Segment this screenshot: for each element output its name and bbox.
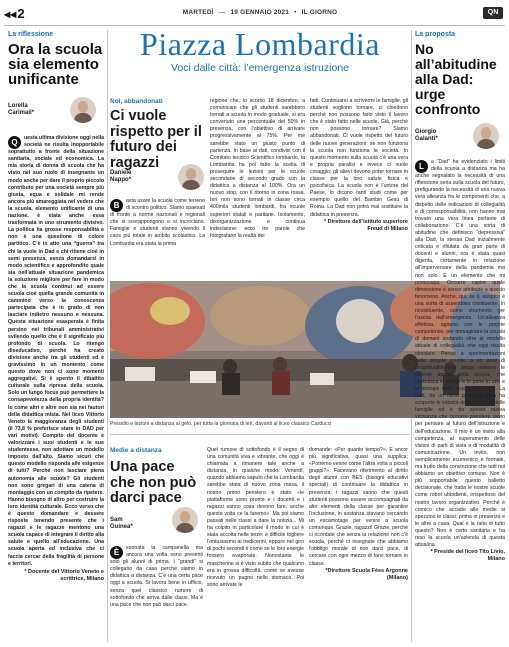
masthead bbox=[110, 27, 410, 74]
left-body: Q uesta ultima divisione oggi nella società ne risulta inopportabile soprattutto a fronte della situazione sanitaria, sociale ed economica. La mia storia di donna di scuola che ha visto nel suo ruolo di insegnante un modo anche per dare il proprio piccolo contributo per una società sempre più giusta, equa e solidale mi rende ancora più amareggiata nel vedere che la scuola, elemento unificante di una nazione, è stata anche essa trasformata in uno strumento divisivo. La politica ha grosse responsabilità e non è una questione di colore partitico. C’è in atto una “guerra” tra chi la vuole in Dad e chi ritiene cioè in semi presenza, senza domandarsi in modo scientifico e approfondito quale sia nell’attuale situazione pandemica la soluzione migliore per fare in modo che la scuola continui ad essere scuola cioè quella grande comunità in cammino verso la conoscenza partecipata che è in grado di non lasciare indietro nessuno e nessuna. Questa situazione esasperata è finita persino nei tribunali amministrativi svilendo quello che è il significato più profondo di scuola. Lo ritengo diseducativo, perché ha creato divisione anche tra gli studenti ed è gravissimo in un momento come questo dove non ci sono momenti aggregativi. Si è spento il dibattito culturale sulla ripresa della scuola. Solo un lungo focus può permettere la consapevolezza della propria identità? lo come altri e altre non sia nei fautori della didattica mista. Nel liceo Vittorio Veneto la maggioranza degli studenti (il 73,8 % preferisce stare in DAD per vari motivi). Compito del docente è valorizzare i suoi studenti e le sue studentesse, non adottare un modello imposto dall’alto. Siamo sicuri che questo modello risponda alle esigenze di tutti? Perché non lasciare piena autonomia alle scuole? Gli studenti non sono gregari di una catena di montaggio con un compito da ripetere. Hanno bisogno di altro per costruire la loro identità culturale. Ecco verso che è questo domandare e dessere risposte tenendo presente che i ragazzi e le ragazze mentono una scuola capace di integrare il diritto alla salute e quello all’educazione. Una scuola aperta ed inclusiva che ci faccia cercar della fragilità di persone e territori. bbox=[8, 135, 104, 567]
article-bottom bbox=[110, 447, 410, 643]
photo-caption: Presidio e lezioni a distanza al gelo, per tutta la giornata di ieri, davanti al liceo classico Carducci bbox=[110, 421, 332, 427]
left-column bbox=[8, 31, 104, 583]
page-number: ◀◀2 bbox=[4, 6, 25, 21]
article-bottom-col3: domande: «Per quanto tempo?», E ancor più significativa, quasi una supplica: «Potremo venire come l’altra volta a piccoli gruppi?». Facevano riferimento al diritto degli alunni con BES (bisogni educativi speciali) di continuare la didattica in presenza: i ragazzi sanno che questi studenti possono essere accompagnati da altri elementi della classe per garantire l’inclusione, in sostanza stavano cercando un escamotage per venire a scuola comunque. Grazie, ragazzi! Grazie, perché ci ricordate che senza la relazione non c’è scuola, perché ci insegnate che abbiamo l’obbligo morale di non darci pace, di cercare con ogni mezzo di farvi tornare in classe. *Direttore Scuola Fées Argonne (Milano) bbox=[309, 447, 408, 581]
left-author-name: Lorella Carimali* bbox=[8, 103, 35, 116]
article-top-col2: regione che, lo scorso 18 dicembre, a comunicare che gli studenti sarebbero tornati a scuola in modo graduale, si era convenuto una percentuale del 50% in presenza, con l’obiettivo di arrivare progressivamente al 75%. Per me sarebbe stato un giusto punto di partenza. In base ai dati, condivisi con il Comitato tecnico Scientifico lombardo, la Lombardia ha poi fatto la scelta di prosequire le lezioni per le scuole secondarie di secondo grado con la didattica a distanza al 100%. Ora un nuovo stop, con il ritorno in zona rossa. Ieri non sono tornati in classe circa 400mila studenti lombardi, fra scuole superiori statali e paritarie. Isolamento, disorganizzazione e continua indecisione: ecco tre parole che fotografano la realtà dei bbox=[210, 98, 305, 239]
page-header bbox=[0, 4, 509, 24]
dropcap-e: È bbox=[110, 546, 123, 559]
article-bottom-col1: È suonata la campanella ma ancora una volta sono presenti solo gli alunni di prima. I “grandi” si collegano da casa perché siamo in didattica a distanza. C’è una certa pace oggi a scuola. Si lavora bene in ufficio, senza quel classico rumore di sottofondo che arriva dalle classi. Ma è una pace che non può darci pace. bbox=[110, 545, 203, 608]
right-author bbox=[415, 123, 505, 153]
article-bottom-byline: Sam Guinea* bbox=[110, 517, 133, 530]
paper-name: IL GIORNO bbox=[301, 9, 338, 16]
masthead-title: Piazza Lombardia bbox=[140, 26, 380, 62]
article-top bbox=[110, 98, 410, 278]
article-bottom-kicker: Medie a distanza bbox=[110, 447, 162, 454]
left-headline: Ora la scuola sia elemento unificante bbox=[8, 41, 103, 88]
date-line: MARTEDÌ — 19 GENNAIO 2021 • IL GIORNO bbox=[182, 9, 338, 16]
article-bottom-col2: Quel rumore di sottofondo è il segno di una comunità viva e vibrante, che oggi è chiamata a rimanere tale anche a distanza, in qualche modo. Venerdì, quando abbiamo saputo che la Lombardia sarebbe stata di nuovo zona rossa, il nostro primo pensiero è stato «le piattaforme sono pronte e i docenti e i ragazzi sanno cosa devono fare, anche questa volta ce la faremo». Ma poi siamo passati nelle classi a dare la notizia... Mi ha colpito in particolare il modo in cui è stata accolta nelle terze: è difficile togliere l’entusiasmo ai tredicenni, eppure nel giro di pochi secondi è come se le loro energie fossero evaporate. Nonostante le mascherine si è visto subito che qualcuno era in grossa difficoltà, come se avesse ricevuto un pugno nello stomaco. Poi sono arrivate le bbox=[207, 447, 304, 588]
section-divider bbox=[110, 434, 410, 435]
right-headline: No all’abitudine alla Dad: urge confronto bbox=[415, 41, 497, 117]
column-divider bbox=[107, 30, 108, 642]
qn-logo: QN bbox=[483, 7, 503, 19]
avatar bbox=[473, 123, 499, 149]
article-top-col1: B asta usare la scuola come terreno di scontro politico. Siamo spaesati di fronte a norme nazionali e regionali che si sovrappongono e si incrociano. Famiglie e studenti stanno vivendo il caos più totale in ambito scolastico. La Lombardia era stata la prima bbox=[110, 198, 205, 247]
avatar bbox=[172, 507, 198, 533]
right-section-label: La proposta bbox=[415, 31, 456, 38]
weekday: MARTEDÌ bbox=[182, 9, 214, 16]
left-arrow-icon: ◀◀ bbox=[4, 10, 17, 20]
right-author-name: Giorgio Galanti* bbox=[415, 129, 438, 142]
left-section-label: La riflessione bbox=[8, 31, 54, 38]
dropcap-q: Q bbox=[8, 136, 21, 149]
avatar bbox=[70, 97, 96, 123]
article-top-byline: Daniele Nappo* bbox=[110, 170, 132, 183]
avatar bbox=[178, 164, 204, 190]
right-column bbox=[415, 31, 505, 563]
masthead-subtitle: Voci dalle città: l’emergenza istruzione bbox=[170, 62, 349, 74]
date: 19 GENNAIO 2021 bbox=[230, 9, 290, 16]
article-top-col3: fatti. Continuano a scrivermi le famiglie, gli studenti vogliono tornare, ci chiedono perché non possono farlo visto il lavoro che è stato fatto nelle scuole. Già, perché non possono tornare? Siamo abbandonati. Ci vuole rispetto del futuro delle nuove generazioni: se non funziona la scuola non funziona la società. In questo momento sulla scuola c’è una vera e propria paralisi e invece ci vuole coraggio; gli alievi devono poter tornare in classe per la loro salute fisica e psicofisica. La scuola non è l’untore del Paese, lo dicono tanti studi come per esempio quello del Bambin Gesù di Roma. La Dad non potrà mai sostituire la didattica in presenza. * Direttore dell’istituto superiore Freud di Milano bbox=[310, 98, 408, 232]
dropcap-l: L bbox=[415, 160, 428, 173]
article-top-kicker: Noi, abbandonati bbox=[110, 98, 163, 105]
article-bottom-headline: Una pace che non può darci pace bbox=[110, 459, 197, 506]
article-top-headline: Ci vuole rispetto per il futuro dei ragazzi bbox=[110, 108, 202, 171]
right-body: L a “Dad” ha evidenziato i limiti della scuola a distanza ma ha anche segnalato la necessità di una riflessione seria sulla scuola del futuro, prefigurando la necessità di una nuova vera alleanza fra le componenti che, a dispetto delle indicazioni di collegialità e di corresponsabilità, non hanno mai trovato una vera linea portante di collaborazione. C’è una sorta di abitudine che definisco “depressiva” alla Dad, la stessa Dad inizialmente criticata e rifiutata da gran parte di docenti e alunni, ora è stata quasi digerita, certamente in relazione all’imperversare della pandemia ma non solo. È un elemento che mi preoccupa. Occorre capire quale dimensione e senso attribuire a questo fenomeno. Anche, qui, se il, auspico è una sorta di assemblea costituente, in ricostituente, come strumento per l’uscita dall’emergenza. Un’alleanza effettiva, ognuno con le proprie competenze, per immaginare la scuola di domani andando oltre al modello attuale di collegialità che oggi risulta obsoleto. Penso a sperimentazioni nelle singole scuole, a un asse di progettualità che tenga insieme le diverse anime della scuola, che costruisca lo scibile e lo pone in uno e le biologie della scuola che verrà. La Dad, da un certo punto di vista ha scoperto le intimità della scuola e delle famiglie ed è da questa nuova vicinanza che occorre prendere avvio per pensare al futuro dell’istruzione e dell’educazione. Il mio è un invito alla competenza, al superamento delle visioni di parti di vista e di modalità di comunicazione. Un invito, non semplicemente ecumenico e formale, ma frutto della convinzione che tutti noi abbiamo un obiettivo comune. Non è più sopportabile questo balletto decisionale, che tratta le nostre scuole come robot ubbidienti, irrispettoso del nostro lavoro organizzativo. Perché è cronico che accade alle medie si spezzino le classi: prima in presenza e le altre a casa. Qual è la ratio di tutto questo? Non è certo sanitaria e ha reso la scuola un’azienda di questa attualina. bbox=[415, 159, 505, 549]
dropcap-b: B bbox=[110, 199, 123, 212]
right-signature: * Preside del liceo Tito Livio, Milano bbox=[430, 549, 505, 563]
left-signature: * Docente del Vittorio Veneto e scrittrice, Milano bbox=[24, 568, 104, 582]
article-top-signature: * Direttore dell’istituto superiore Freud di Milano bbox=[323, 218, 408, 232]
left-author bbox=[8, 97, 104, 127]
article-bottom-signature: *Direttore Scuola Fées Argonne (Milano) bbox=[325, 567, 408, 581]
